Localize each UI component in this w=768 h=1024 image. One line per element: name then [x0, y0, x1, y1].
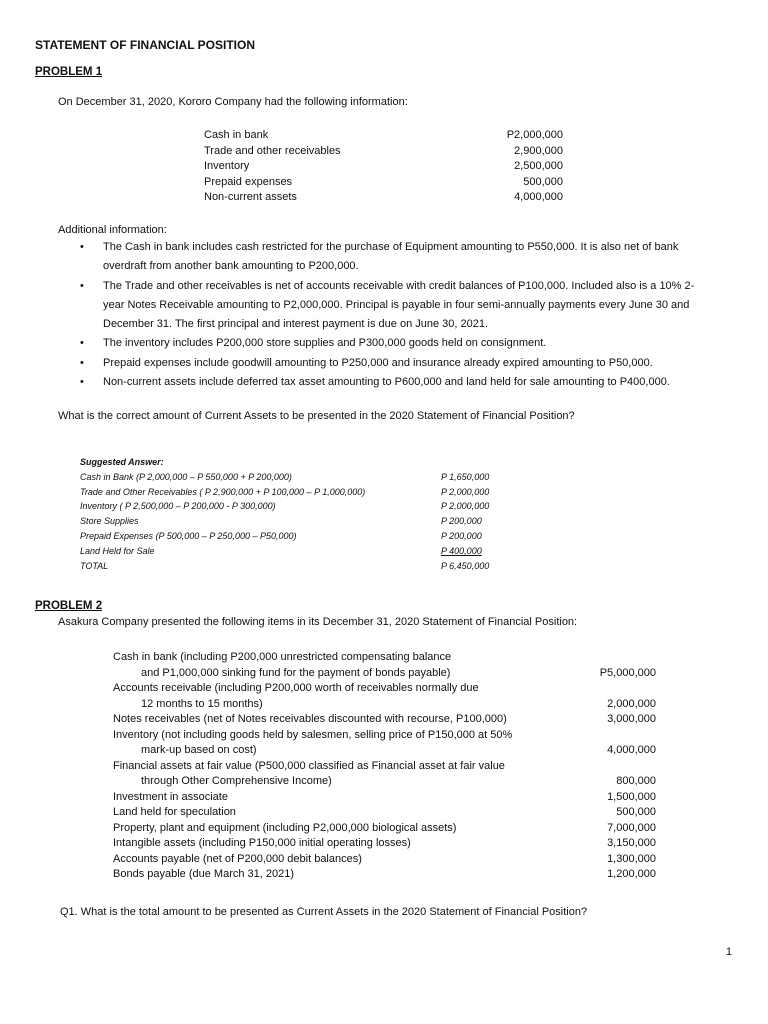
additional-info-list: [80, 238, 720, 392]
problem1-heading: PROBLEM 1: [35, 66, 103, 78]
item-text: and P1,000,000 sinking fund for the payment of bonds payable): [141, 666, 451, 679]
item-amount: 1,300,000: [607, 852, 656, 865]
answer-amount: P 200,000: [441, 516, 482, 527]
item-amount: 2,000,000: [607, 697, 656, 710]
item-text: Investment in associate: [113, 790, 228, 803]
answer-amount: P 2,000,000: [441, 501, 490, 512]
problem2-intro: Asakura Company presented the following items in its December 31, 2020 Statement of Financial Position:: [58, 616, 578, 628]
answer-label: Land Held for Sale: [80, 545, 155, 556]
item-amount: P2,000,000: [506, 129, 563, 141]
answer-amount: P 1,650,000: [441, 471, 490, 482]
answer-label: Store Supplies: [80, 516, 139, 527]
item-text: Inventory (not including goods held by salesmen, selling price of P150,000 at 50%: [113, 728, 513, 741]
answer-amount: P 2,000,000: [441, 486, 490, 497]
answer-amount: P 400,000: [441, 545, 482, 556]
bullet-line: year Notes Receivable amounting to P2,000,000. Principal is payable in four semi-annually payments every June 30 and: [103, 298, 690, 311]
bullet-line: Prepaid expenses include goodwill amounting to P250,000 and insurance already expired amounting to P50,000.: [103, 356, 653, 369]
bullet-icon: •: [80, 376, 84, 389]
bullet-icon: •: [80, 356, 84, 369]
item-amount: 3,000,000: [607, 713, 656, 725]
problem2-question: Q1. What is the total amount to be presented as Current Assets in the 2020 Statement of Financial Position?: [60, 906, 588, 918]
item-text: Financial assets at fair value (P500,000 classified as Financial asset at fair value: [113, 759, 505, 772]
item-amount: 2,900,000: [514, 144, 563, 157]
bullet-line: The inventory includes P200,000 store supplies and P300,000 goods held on consignment.: [103, 337, 547, 350]
bullet-icon: •: [80, 279, 84, 292]
answer-label: Cash in Bank (P 2,000,000 – P 550,000 + P 200,000): [80, 471, 292, 482]
answer-total-amount: P 6,450,000: [441, 560, 490, 571]
bullet-icon: •: [80, 241, 84, 253]
item-text: Cash in bank (including P200,000 unrestricted compensating balance: [113, 651, 452, 663]
item-amount: 800,000: [616, 775, 656, 787]
item-amount: 4,000,000: [514, 191, 563, 203]
item-amount: 1,500,000: [607, 790, 656, 803]
item-text: Accounts payable (net of P200,000 debit balances): [113, 852, 362, 865]
bullet-line: Non-current assets include deferred tax asset amounting to P600,000 and land held for sale amounting to P400,000.: [103, 376, 670, 389]
list-item: [80, 373, 720, 392]
item-text: Intangible assets (including P150,000 initial operating losses): [113, 837, 411, 849]
item-amount: 500,000: [616, 806, 656, 818]
item-text: Bonds payable (due March 31, 2021): [113, 868, 295, 880]
item-text: 12 months to 15 months): [141, 697, 263, 710]
item-text: Accounts receivable (including P200,000 worth of receivables normally due: [113, 682, 479, 694]
item-label: Cash in bank: [204, 129, 269, 141]
item-text: through Other Comprehensive Income): [141, 775, 332, 787]
bullet-line: The Trade and other receivables is net of accounts receivable with credit balances of P100,000. Included also is a 10% 2-: [103, 279, 695, 292]
item-amount: 500,000: [523, 175, 563, 188]
item-amount: P5,000,000: [599, 666, 656, 679]
item-text: mark-up based on cost): [141, 744, 257, 756]
additional-info-heading: Additional information:: [58, 224, 167, 236]
item-text: Property, plant and equipment (including P2,000,000 biological assets): [113, 821, 457, 834]
item-amount: 4,000,000: [607, 744, 656, 756]
list-item: [80, 238, 720, 277]
bullet-line: overdraft from another bank amounting to P200,000.: [103, 260, 359, 273]
answer-amount: P 200,000: [441, 531, 482, 541]
item-label: Non-current assets: [204, 191, 297, 203]
bullet-line: The Cash in bank includes cash restricted for the purchase of Equipment amounting to P550,000. It is also net of bank: [103, 241, 679, 253]
bullet-line: December 31. The first principal and interest payment is due on June 30, 2021.: [103, 318, 489, 331]
item-amount: 1,200,000: [607, 868, 656, 880]
answer-label: Prepaid Expenses (P 500,000 – P 250,000 – P50,000): [80, 531, 297, 541]
answer-label: Inventory ( P 2,500,000 – P 200,000 - P 300,000): [80, 501, 276, 512]
answer-total-label: TOTAL: [80, 560, 109, 571]
document-title: STATEMENT OF FINANCIAL POSITION: [35, 38, 255, 52]
answer-label: Trade and Other Receivables ( P 2,900,000 + P 100,000 – P 1,000,000): [80, 486, 366, 497]
item-label: Prepaid expenses: [204, 175, 293, 188]
item-amount: 2,500,000: [514, 160, 563, 172]
list-item: [80, 354, 720, 373]
item-amount: 3,150,000: [607, 837, 656, 849]
suggested-answer-heading: Suggested Answer:: [80, 457, 164, 467]
list-item: [80, 277, 720, 335]
item-text: Land held for speculation: [113, 806, 236, 818]
problem1-intro: On December 31, 2020, Kororo Company had the following information:: [58, 96, 408, 108]
item-label: Trade and other receivables: [204, 144, 341, 157]
item-text: Notes receivables (net of Notes receivables discounted with recourse, P100,000): [113, 713, 507, 725]
page-number: 1: [725, 946, 732, 958]
problem1-question: What is the correct amount of Current Assets to be presented in the 2020 Statement of Financial Position?: [58, 410, 575, 422]
bullet-icon: •: [80, 337, 84, 350]
list-item: [80, 334, 720, 353]
item-amount: 7,000,000: [607, 821, 656, 834]
problem2-heading: PROBLEM 2: [35, 600, 103, 612]
item-label: Inventory: [204, 160, 250, 172]
